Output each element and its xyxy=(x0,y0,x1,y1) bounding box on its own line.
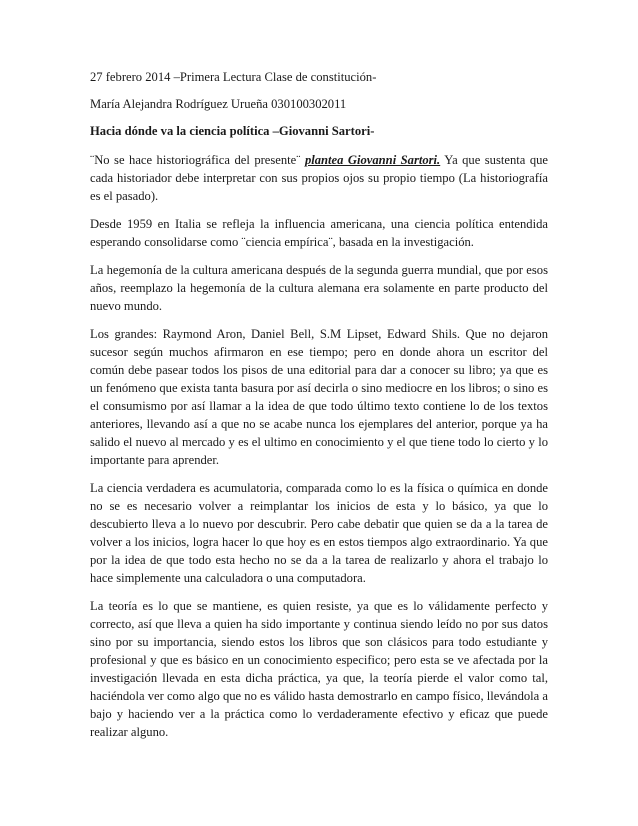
document-title: Hacia dónde va la ciencia política –Giovanni Sartori- xyxy=(90,124,375,138)
paragraph-3: La hegemonía de la cultura americana después de la segunda guerra mundial, que por esos años, reemplazo la hegemonía de la cultura alemana era solamente en parte producto del nuevo mundo. xyxy=(90,263,548,313)
sartori-attribution: plantea Giovanni Sartori. xyxy=(304,153,441,167)
paragraph-2: Desde 1959 en Italia se refleja la influencia americana, una ciencia política entendida esperando consolidarse como ¨ciencia empírica¨, basada en la investigación. xyxy=(90,217,548,249)
paragraph-5: La ciencia verdadera es acumulatoria, comparada como lo es la física o química en donde no se es necesario volver a reimplantar los inicios de esta y lo básico, ya que lo descubierto lleva a lo nuevo por descubrir. Pero cabe debatir que quien se da a la tarea de volver a los inicios, logra hacer lo que hoy es en estos tiempos algo extraordinario. Ya que por la idea de que todo esta hecho no se da a la tarea de realizarlo y ahora el trabajo lo hace simplemente una calculadora o una computadora. xyxy=(90,481,548,585)
paragraph-1 xyxy=(90,151,548,205)
author-line: María Alejandra Rodríguez Urueña 030100302011 xyxy=(90,97,347,111)
sartori-quote: ¨No se hace historiográfica del presente¨ xyxy=(90,153,301,167)
paragraph-1-rest: Ya que sustenta que cada historiador debe interpretar con sus propios ojos su propio tiempo (La historiografía es el pasado). xyxy=(90,153,549,203)
date-header: 27 febrero 2014 –Primera Lectura Clase de constitución- xyxy=(90,70,377,84)
document-page xyxy=(90,68,548,751)
paragraph-6: La teoría es lo que se mantiene, es quien resiste, ya que es lo válidamente perfecto y correcto, así que lleva a quien ha sido importante y continua siendo leído no por sus datos sino por su importancia, siendo estos los libros que son clásicos para todo estudiante y profesional y que es básico en un conocimiento especifico; pero esta se ve afectada por la investigación llevada en esta dicha práctica, ya que, la teoría pierde el valor como tal, haciéndola ver como algo que no es válido hasta demostrarlo en campo físico, llevándola a bajo y haciendo ver a la práctica como lo verdaderamente efectivo y eficaz que puede realizar alguno. xyxy=(90,599,548,739)
paragraph-4: Los grandes: Raymond Aron, Daniel Bell, S.M Lipset, Edward Shils. Que no dejaron sucesor según muchos afirmaron en ese tiempo; pero en donde ahora un escritor del común debe pasear todos los pisos de una editorial para dar a conocer su libro; ya que es un fenómeno que exista tanta basura por así decirla o sino mediocre en los libros; o sino es el consumismo por así llamar a la idea de que todo último texto contiene lo de los textos anteriores, llevando así a que no se acabe nunca los ejemplares del anterior, porque ya ha salido el nuevo al mercado y es el ultimo en conocimiento y el que tiene todo lo cierto y lo importante para aprender. xyxy=(90,327,548,467)
